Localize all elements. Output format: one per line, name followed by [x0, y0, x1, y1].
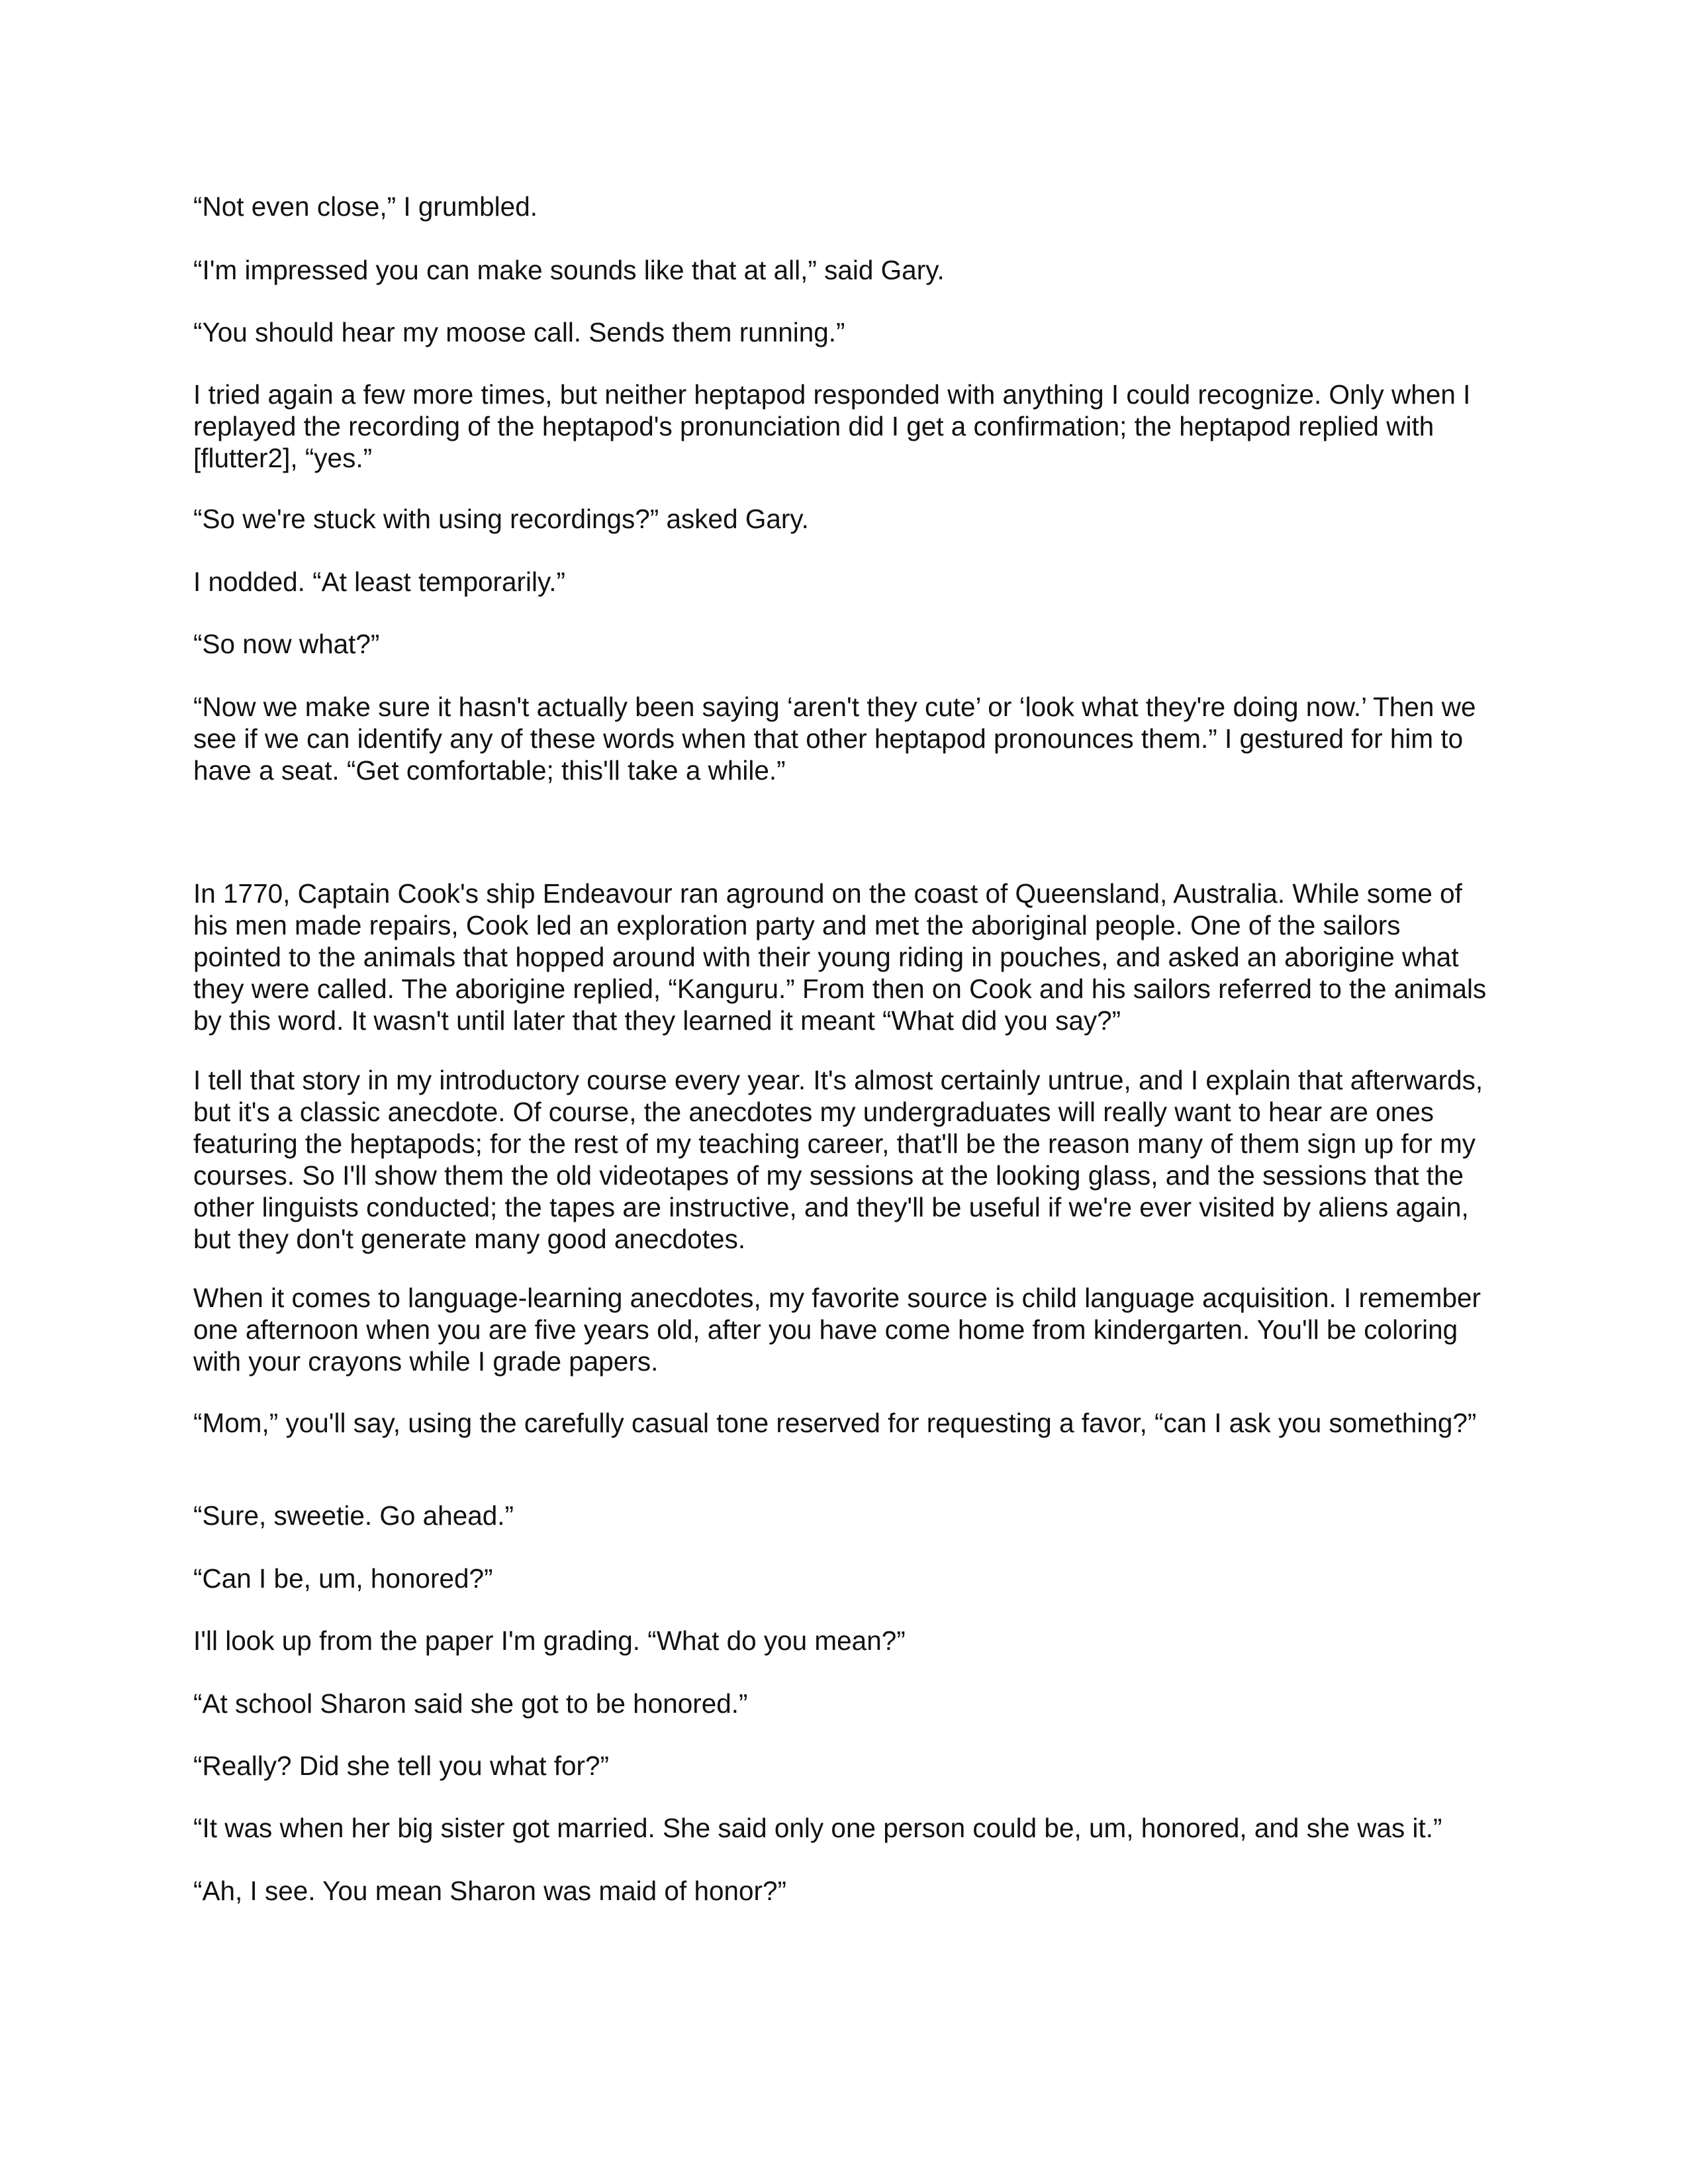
paragraph-can-i-be-honored: “Can I be, um, honored?”: [193, 1563, 493, 1594]
paragraph-mom-ask: “Mom,” you'll say, using the carefully casual tone reserved for requesting a favor, “can I ask you something?”: [193, 1408, 1477, 1438]
paragraph-moose-call: “You should hear my moose call. Sends them running.”: [193, 317, 845, 347]
paragraph-at-school-sharon: “At school Sharon said she got to be honored.”: [193, 1688, 748, 1719]
paragraph-stuck-recordings: “So we're stuck with using recordings?” asked Gary.: [193, 504, 809, 534]
paragraph-really: “Really? Did she tell you what for?”: [193, 1751, 610, 1781]
paragraph-captain-cook: In 1770, Captain Cook's ship Endeavour ran aground on the coast of Queensland, Australia. While some of his men made repairs, Cook led an exploration party and met the aboriginal people. One of the sailors pointed to the animals that hopped around with their young riding in pouches, and asked an aborigine what they were called. The aborigine replied, “Kanguru.” From then on Cook and his sailors referred to the animals by this word. It wasn't until later that they learned it meant “What did you say?”: [193, 878, 1487, 1036]
paragraph-look-up: I'll look up from the paper I'm grading. “What do you mean?”: [193, 1625, 906, 1656]
paragraph-not-even-close: “Not even close,” I grumbled.: [193, 191, 538, 222]
paragraph-big-sister: “It was when her big sister got married. She said only one person could be, um, honored, and she was it.”: [193, 1813, 1442, 1843]
paragraph-make-sure: “Now we make sure it hasn't actually been saying ‘aren't they cute’ or ‘look what they're doing now.’ Then we see if we can identify any of these words when that other heptapod pronounces them.” I gestured for him to have a seat. “Get comfortable; this'll take a while.”: [193, 692, 1476, 786]
paragraph-sure-sweetie: “Sure, sweetie. Go ahead.”: [193, 1500, 514, 1531]
paragraph-tried-again: I tried again a few more times, but neither heptapod responded with anything I could recognize. Only when I replayed the recording of the heptapod's pronunciation did I get a confirmation; the heptapod replied with [flutter2], “yes.”: [193, 379, 1471, 473]
paragraph-nodded: I nodded. “At least temporarily.”: [193, 567, 565, 597]
paragraph-maid-of-honor: “Ah, I see. You mean Sharon was maid of honor?”: [193, 1876, 787, 1906]
paragraph-language-acquisition: When it comes to language-learning anecdotes, my favorite source is child language acquisition. I remember one afternoon when you are five years old, after you have come home from kindergarten. You'll be coloring with your crayons while I grade papers.: [193, 1283, 1481, 1377]
paragraph-impressed: “I'm impressed you can make sounds like that at all,” said Gary.: [193, 255, 945, 285]
paragraph-introductory-course: I tell that story in my introductory course every year. It's almost certainly untrue, and I explain that afterwards, but it's a classic anecdote. Of course, the anecdotes my undergraduates will really want to hear are ones featuring the heptapods; for the rest of my teaching career, that'll be the reason many of them sign up for my courses. So I'll show them the old videotapes of my sessions at the looking glass, and the sessions that the other linguists conducted; the tapes are instructive, and they'll be useful if we're ever visited by aliens again, but they don't generate many good anecdotes.: [193, 1065, 1483, 1254]
paragraph-so-now-what: “So now what?”: [193, 629, 380, 659]
